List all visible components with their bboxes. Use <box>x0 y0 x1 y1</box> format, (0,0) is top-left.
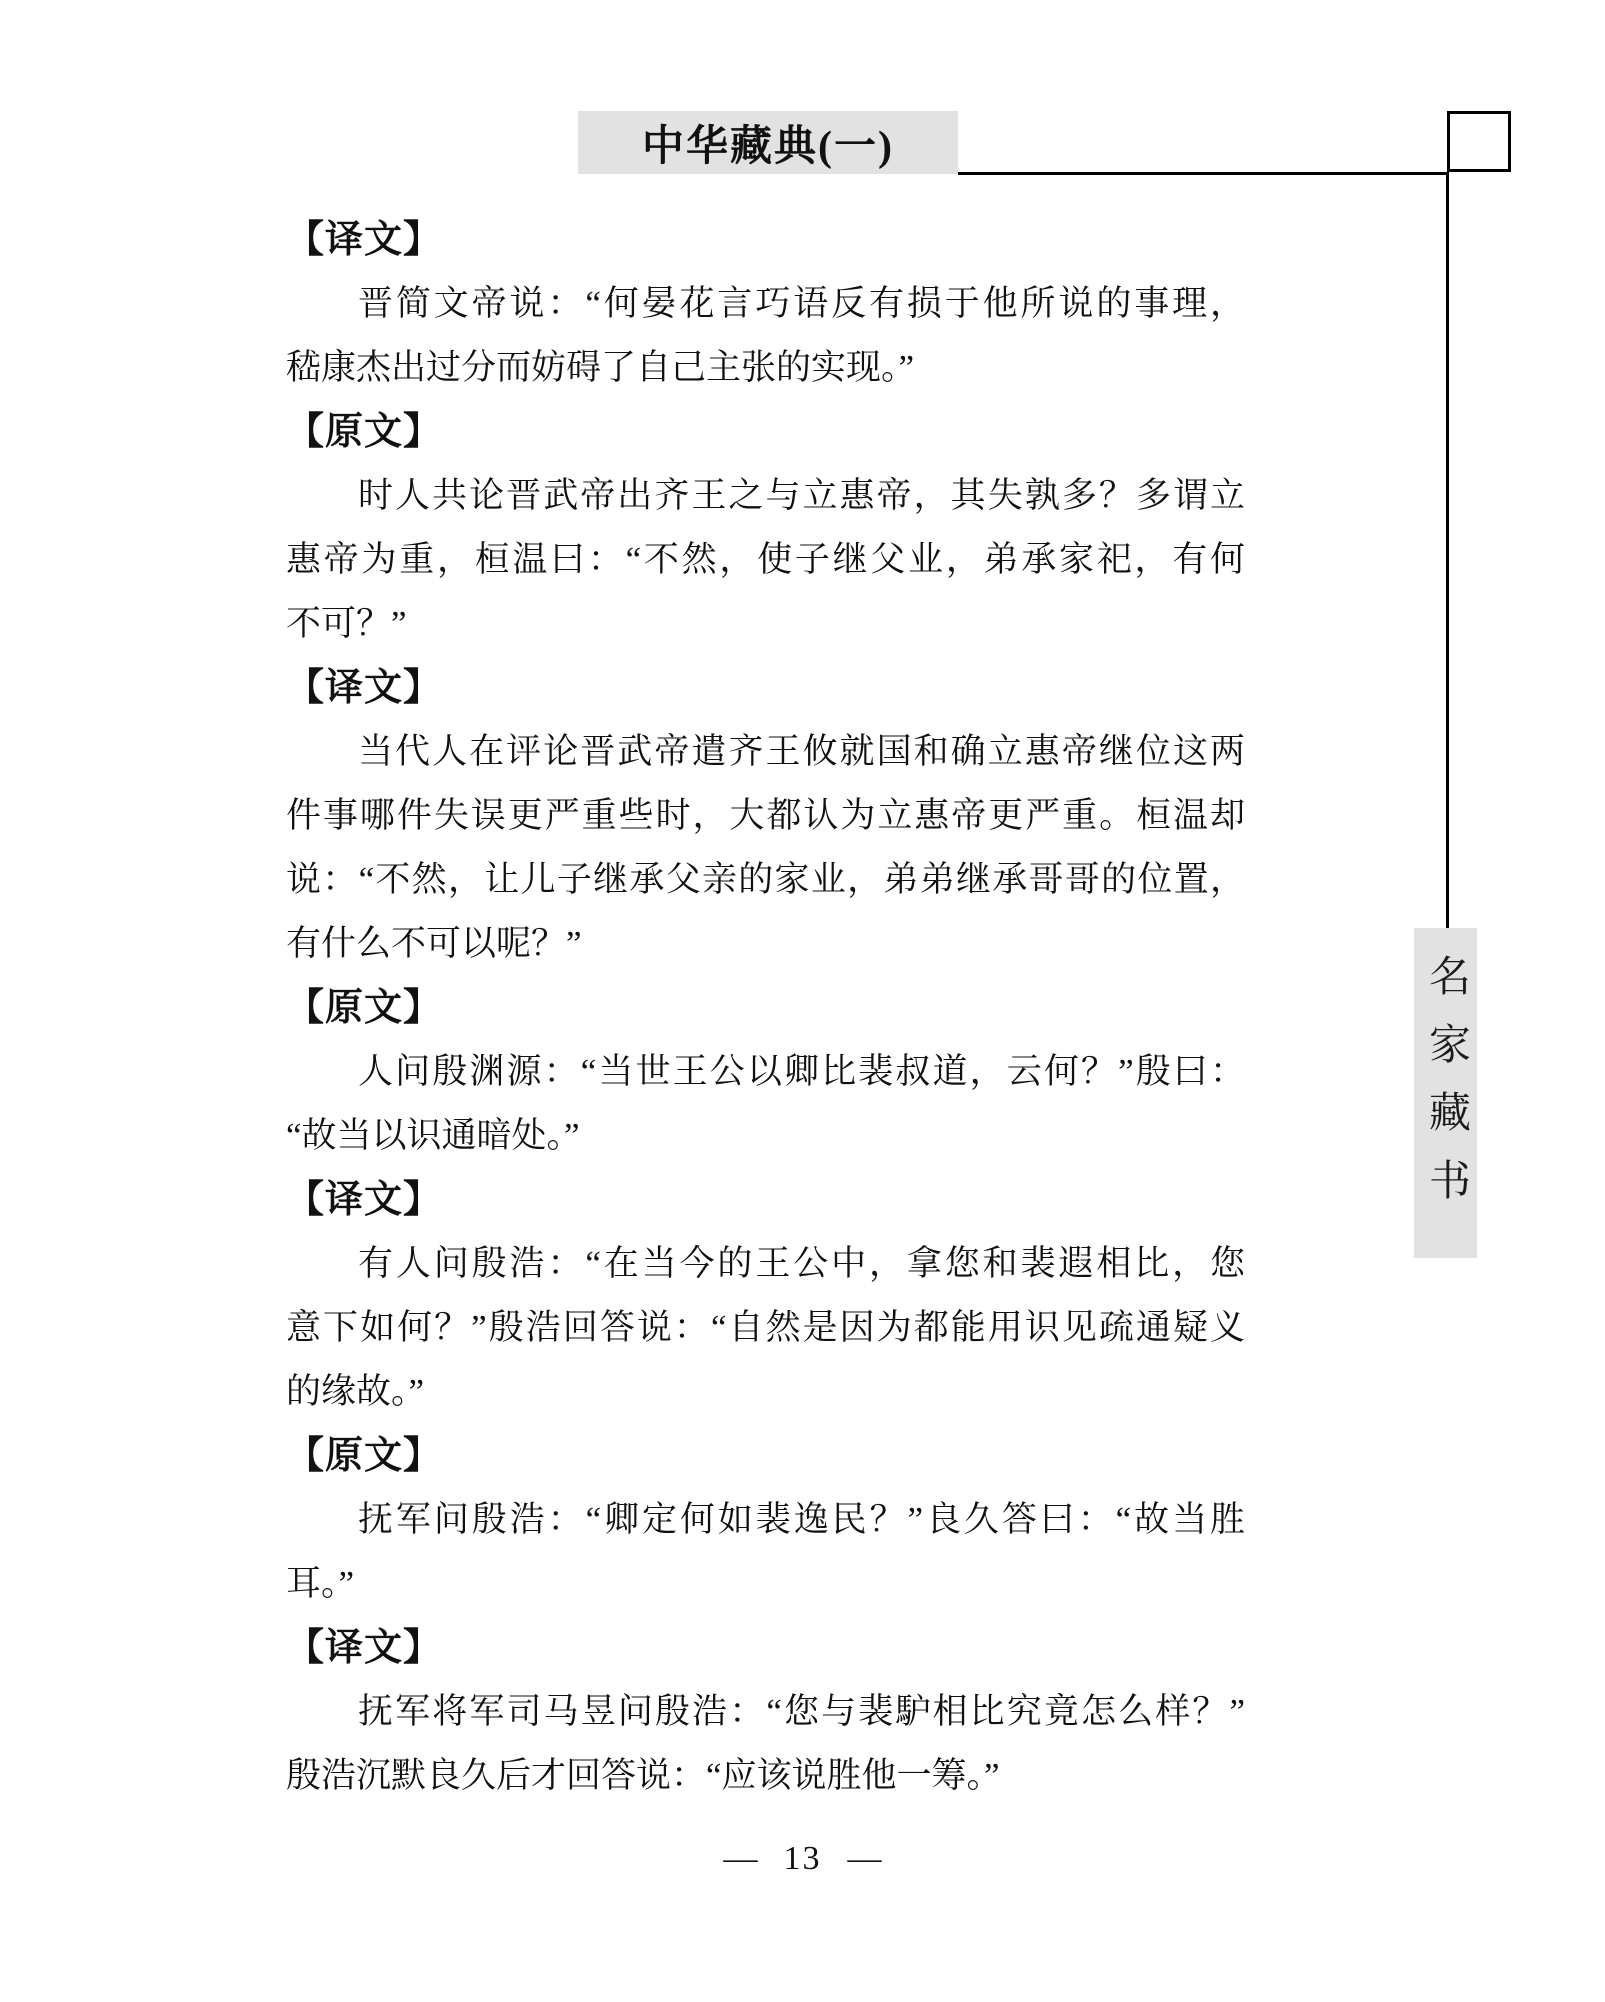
text-line: “故当以识通暗处。” <box>286 1116 580 1155</box>
text-line: 不可？” <box>286 604 407 643</box>
text-line: 时人共论晋武帝出齐王之与立惠帝，其失孰多？多谓立 <box>358 476 1245 515</box>
text-line: 有人问殷浩：“在当今的王公中，拿您和裴遐相比，您 <box>358 1244 1245 1283</box>
sidebar-label-box <box>1414 928 1477 1258</box>
text-line: 嵇康杰出过分而妨碍了自己主张的实现。” <box>286 348 915 387</box>
section-heading: 【译文】 <box>286 219 443 261</box>
text-line: 抚军问殷浩：“卿定何如裴逸民？”良久答曰：“故当胜 <box>358 1500 1245 1539</box>
text-line: 晋简文帝说：“何晏花言巧语反有损于他所说的事理， <box>358 284 1245 323</box>
footer-right-dash: — <box>847 1840 882 1877</box>
section-heading: 【译文】 <box>286 1627 443 1669</box>
text-line: 说：“不然，让儿子继承父亲的家业，弟弟继承哥哥的位置， <box>286 860 1245 899</box>
section-heading: 【原文】 <box>286 411 443 453</box>
right-vertical-rule <box>1446 172 1449 928</box>
text-line: 意下如何？”殷浩回答说：“自然是因为都能用识见疏通疑义 <box>286 1308 1245 1347</box>
section-heading: 【译文】 <box>286 1179 443 1221</box>
text-line: 的缘故。” <box>286 1372 425 1411</box>
header-rule <box>958 172 1449 175</box>
text-line: 抚军将军司马昱问殷浩：“您与裴馿相比究竟怎么样？” <box>358 1692 1245 1731</box>
text-line: 惠帝为重，桓温曰：“不然，使子继父业，弟承家祀，有何 <box>286 540 1245 579</box>
page-corner-box <box>1447 111 1511 172</box>
text-line: 件事哪件失误更严重些时，大都认为立惠帝更严重。桓温却 <box>286 796 1245 835</box>
header-title-box <box>578 111 958 174</box>
page-footer <box>0 1840 1605 1878</box>
text-line: 耳。” <box>286 1564 355 1603</box>
page-number: 13 <box>783 1840 822 1877</box>
section-heading: 【原文】 <box>286 987 443 1029</box>
text-line: 人问殷渊源：“当世王公以卿比裴叔道，云何？”殷曰： <box>358 1052 1245 1091</box>
sidebar-series-label: 名家藏书 <box>1423 954 1469 1226</box>
section-heading: 【译文】 <box>286 667 443 709</box>
book-series-title: 中华藏典(一) <box>642 123 894 170</box>
text-line: 当代人在评论晋武帝遣齐王攸就国和确立惠帝继位这两 <box>358 732 1245 771</box>
body-text-column <box>286 208 1245 1808</box>
text-line: 有什么不可以呢？” <box>286 924 582 963</box>
footer-left-dash: — <box>723 1840 758 1877</box>
text-line: 殷浩沉默良久后才回答说：“应该说胜他一筹。” <box>286 1756 1000 1795</box>
section-heading: 【原文】 <box>286 1435 443 1477</box>
